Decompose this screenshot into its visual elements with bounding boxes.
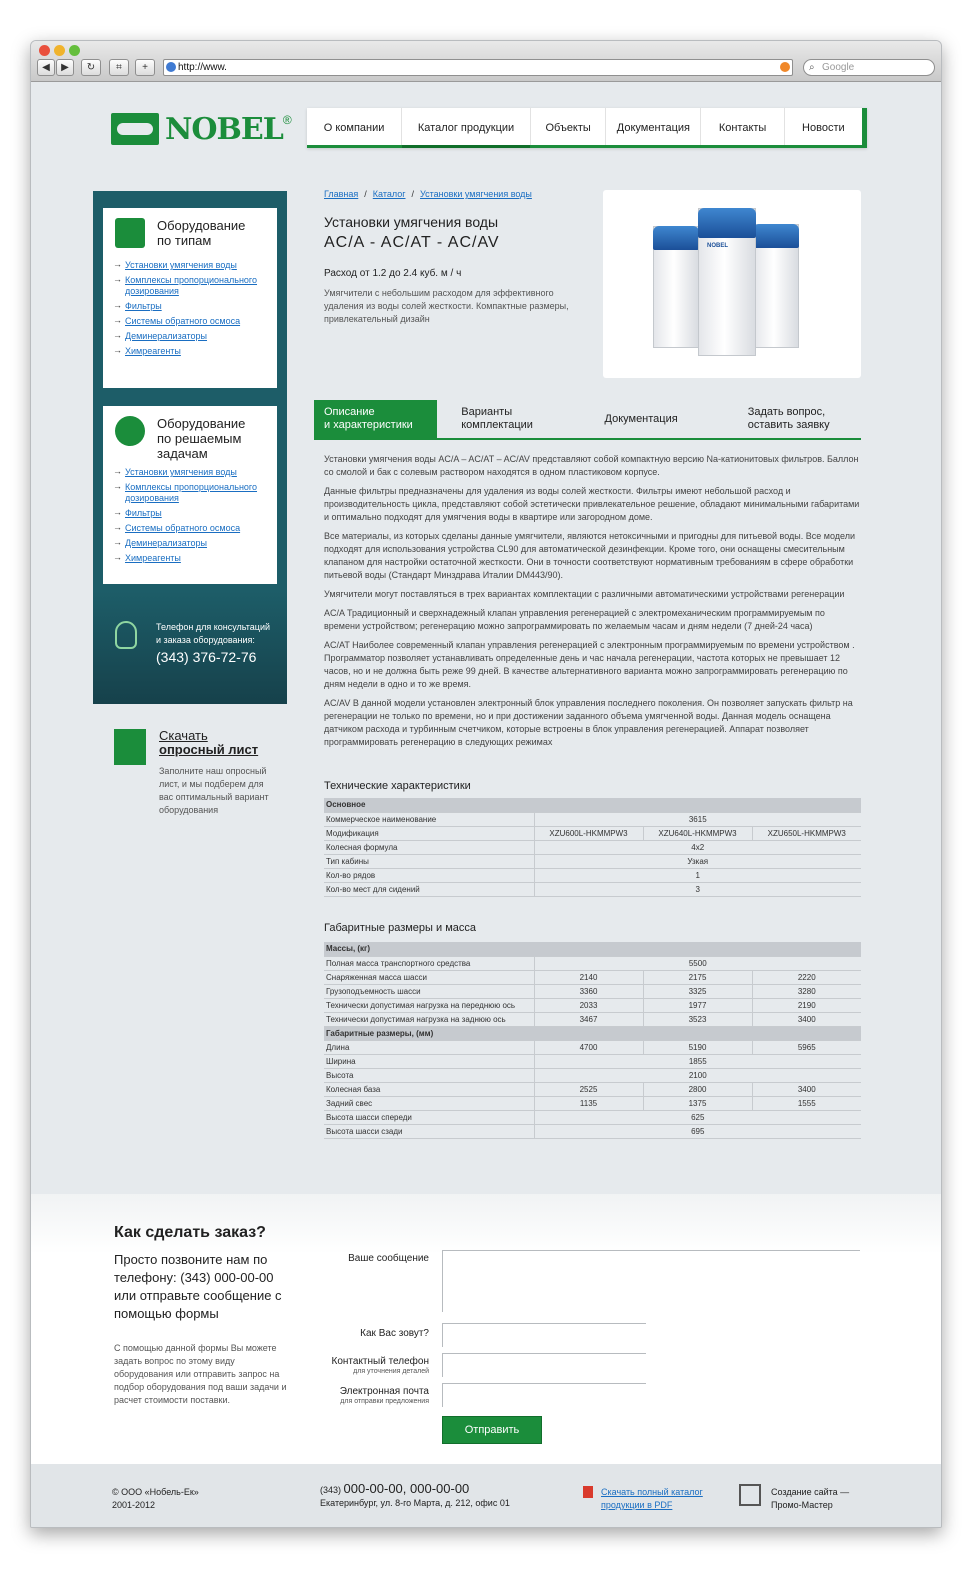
table-value-cell: 1855 <box>534 1054 861 1068</box>
table-label-cell: Колесная база <box>324 1082 534 1096</box>
logo-text: NOBEL <box>165 111 283 147</box>
sidebar-list <box>113 467 267 564</box>
table-row <box>324 868 861 882</box>
back-button[interactable]: ◀ <box>37 59 55 76</box>
email-label: Электронная почта для отправки предложения <box>339 1386 429 1405</box>
table-row <box>324 1124 861 1138</box>
download-description: Заполните наш опросный лист, и мы подберем для вас оптимальный вариант оборудования <box>159 766 269 815</box>
description-paragraph: Все материалы, из которых сделаны данные умягчители, являются нетоксичными и пригодны для питьевой воды. Все модели подходят для использования устройства CL90 для автоматической дезинфекции. Кроме того, они оснащены смесительным клапаном для настройки остаточной жесткости. Они в точности соответствуют нормативным требованиям в сфере обработки питьевой воды (Стандарт Минздрава Италии DM443/90). <box>324 531 855 580</box>
sidebar-item <box>113 316 267 327</box>
table-value-cell: 695 <box>534 1124 861 1138</box>
table-row <box>324 984 861 998</box>
sidebar-link[interactable]: Системы обратного осмоса <box>125 523 241 533</box>
main-nav <box>307 108 867 148</box>
table-group-row <box>324 942 861 956</box>
table-value-cell: 5965 <box>752 1040 861 1054</box>
sidebar-link[interactable]: Фильтры <box>125 301 162 311</box>
phone-label: Контактный телефон для уточнения деталей <box>331 1356 429 1375</box>
table-value-cell: 3615 <box>534 812 861 826</box>
sidebar-box-title: Оборудование по решаемым задачам <box>157 416 246 461</box>
table-value-cell: 3523 <box>643 1012 752 1026</box>
table-group-cell: Массы, (кг) <box>324 942 861 956</box>
table-label-cell: Кол-во рядов <box>324 868 534 882</box>
page-title: Установки умягчения воды <box>324 214 499 230</box>
address-text: http://www. <box>178 62 227 73</box>
submit-button[interactable]: Отправить <box>442 1416 542 1444</box>
sidebar-item <box>113 467 267 478</box>
sidebar-item <box>113 553 267 564</box>
table-row <box>324 882 861 896</box>
table-value-cell: 2100 <box>534 1068 861 1082</box>
sidebar-link[interactable]: Фильтры <box>125 508 162 518</box>
table-label-cell: Грузоподъемность шасси <box>324 984 534 998</box>
description-paragraph: Данные фильтры предназначены для удаления из воды солей жесткости. Фильтры имеют небольшой расход и производительность цикла, представляют собой эстетически привлекательное решение, обладают минимальными габаритами и оптимально подходят для умягчения воды в квартире или загородном доме. <box>324 486 860 522</box>
table-row <box>324 1054 861 1068</box>
table-value-cell: 5190 <box>643 1040 752 1054</box>
table-value-cell: 4700 <box>534 1040 643 1054</box>
lightbulb-icon <box>115 621 137 649</box>
sidebar-box-title: Оборудование по типам <box>157 218 246 248</box>
sidebar <box>93 191 287 704</box>
table-row <box>324 1110 861 1124</box>
table-value-cell: 2190 <box>752 998 861 1012</box>
close-window-icon[interactable] <box>39 45 50 56</box>
table-value-cell: XZU650L-HKMMPW3 <box>752 826 861 840</box>
site-logo[interactable] <box>111 111 292 147</box>
table-row <box>324 998 861 1012</box>
table-row <box>324 812 861 826</box>
table-label-cell: Высота шасси спереди <box>324 1110 534 1124</box>
table-value-cell: 2175 <box>643 970 752 984</box>
table-row <box>324 1012 861 1026</box>
sidebar-item <box>113 301 267 312</box>
table-group-cell: Габаритные размеры, (мм) <box>324 1026 861 1040</box>
table-value-cell: 2220 <box>752 970 861 984</box>
table-label-cell: Технически допустимая нагрузка на заднюю ось <box>324 1012 534 1026</box>
table-label-cell: Задний свес <box>324 1096 534 1110</box>
dimensions-title: Габаритные размеры и масса <box>324 922 476 934</box>
table-value-cell: 1375 <box>643 1096 752 1110</box>
table-group-row <box>324 798 861 812</box>
table-label-cell: Полная масса транспортного средства <box>324 956 534 970</box>
table-value-cell: 2140 <box>534 970 643 984</box>
tech-specs-table <box>324 798 861 897</box>
table-value-cell: 2033 <box>534 998 643 1012</box>
table-label-cell: Модификация <box>324 826 534 840</box>
table-row <box>324 1040 861 1054</box>
table-label-cell: Снаряженная масса шасси <box>324 970 534 984</box>
table-row <box>324 1082 861 1096</box>
logo-registered: ® <box>282 113 292 127</box>
copyright: © ООО «Нобель-Ек» 2001-2012 <box>112 1487 199 1510</box>
table-value-cell: 3400 <box>752 1012 861 1026</box>
sidebar-item <box>113 346 267 357</box>
breadcrumb-catalog[interactable]: Каталог <box>372 189 406 199</box>
table-group-row <box>324 1026 861 1040</box>
table-label-cell: Длина <box>324 1040 534 1054</box>
table-value-cell: XZU640L-HKMMPW3 <box>643 826 752 840</box>
sidebar-box-by-type <box>103 208 277 388</box>
logo-mark-icon <box>111 113 159 145</box>
search-placeholder: Google <box>822 62 855 73</box>
table-label-cell: Коммерческое наименование <box>324 812 534 826</box>
table-value-cell: 2800 <box>643 1082 752 1096</box>
pdf-icon <box>583 1486 593 1498</box>
table-value-cell: 3325 <box>643 984 752 998</box>
table-value-cell: Узкая <box>534 854 861 868</box>
sidebar-box-by-task <box>103 406 277 584</box>
table-row <box>324 1068 861 1082</box>
browser-window <box>30 40 942 1528</box>
table-row <box>324 840 861 854</box>
sidebar-item <box>113 260 267 271</box>
sidebar-item <box>113 275 267 297</box>
rss-icon[interactable] <box>780 62 790 72</box>
sidebar-link[interactable]: Установки умягчения воды <box>125 467 237 477</box>
search-field[interactable] <box>803 59 935 76</box>
zoom-window-icon[interactable] <box>69 45 80 56</box>
product-description <box>324 453 861 755</box>
name-label: Как Вас зовут? <box>360 1328 429 1339</box>
bookmarks-icon[interactable]: ⌗ <box>109 59 129 76</box>
table-value-cell: 3360 <box>534 984 643 998</box>
phone-label: Телефон для консультаций и заказа оборудования: <box>156 622 271 645</box>
sidebar-item <box>113 523 267 534</box>
table-value-cell: 3400 <box>752 1082 861 1096</box>
table-label-cell: Колесная формула <box>324 840 534 854</box>
breadcrumb-home[interactable]: Главная <box>324 189 359 199</box>
sidebar-item <box>113 331 267 342</box>
product-flow-rate: Расход от 1.2 до 2.4 куб. м / ч <box>324 268 462 279</box>
nav-news[interactable]: Новости <box>802 122 845 134</box>
description-paragraph: Умягчители могут поставляться в трех вариантах комплектации с различными автоматическими устройствами регенерации <box>324 589 845 599</box>
tab-description[interactable]: Описание и характеристики <box>314 400 437 438</box>
table-value-cell: XZU600L-HKMMPW3 <box>534 826 643 840</box>
sidebar-link[interactable]: Химреагенты <box>125 553 181 563</box>
download-catalog-link[interactable]: Скачать полный каталог продукции в PDF <box>601 1487 703 1510</box>
sidebar-link[interactable]: Комплексы пропорционального дозирования <box>125 482 258 503</box>
table-value-cell: 625 <box>534 1110 861 1124</box>
sidebar-item <box>113 538 267 549</box>
table-group-cell: Основное <box>324 798 861 812</box>
footer <box>31 1464 942 1528</box>
nav-catalog[interactable]: Каталог продукции <box>402 108 531 145</box>
phone-block <box>93 591 287 704</box>
sidebar-link[interactable]: Комплексы пропорционального дозирования <box>125 275 258 296</box>
table-value-cell: 3280 <box>752 984 861 998</box>
tab-documentation[interactable]: Документация <box>604 412 678 425</box>
developer-credit: Создание сайта — Промо-Мастер <box>771 1487 850 1510</box>
softener-unit-right <box>753 224 799 348</box>
table-value-cell: 1135 <box>534 1096 643 1110</box>
globe-icon <box>166 62 176 72</box>
softener-unit-center: NOBEL <box>698 208 756 356</box>
table-value-cell: 2525 <box>534 1082 643 1096</box>
tab-ask-question[interactable]: Задать вопрос, оставить заявку <box>747 406 830 431</box>
minimize-window-icon[interactable] <box>54 45 65 56</box>
table-label-cell: Высота <box>324 1068 534 1082</box>
browser-toolbar <box>31 41 941 82</box>
table-value-cell: 5500 <box>534 956 861 970</box>
table-value-cell: 3 <box>534 882 861 896</box>
sidebar-item <box>113 508 267 519</box>
sidebar-link[interactable]: Системы обратного осмоса <box>125 316 241 326</box>
table-row <box>324 956 861 970</box>
footer-catalog <box>601 1486 703 1512</box>
arrow-box-icon[interactable] <box>739 1484 761 1506</box>
description-paragraph: AC/A Традиционный и сверхнадежный клапан управления регенерацией с электромеханическим программируемым по времени устройством; регенерацию можно запрограммировать по желаемым часам и дням недели (7 дней-24 часа) <box>324 608 825 631</box>
tech-specs-title: Технические характеристики <box>324 780 471 792</box>
table-label-cell: Технически допустимая нагрузка на переднюю ось <box>324 998 534 1012</box>
footer-contacts: (343) 000-00-00, 000-00-00 Екатеринбург, ул. 8-го Марта, д. 212, офис 01 <box>320 1481 510 1508</box>
product-short-description: Умягчители с небольшим расходом для эффективного удаления из воды солей жесткости. Компактные размеры, привлекательный дизайн <box>324 288 569 324</box>
table-label-cell: Ширина <box>324 1054 534 1068</box>
nav-contacts[interactable]: Контакты <box>701 108 784 145</box>
check-bubble-icon <box>115 416 145 446</box>
breadcrumb-softeners[interactable]: Установки умягчения воды <box>420 189 532 199</box>
nav-objects[interactable]: Объекты <box>531 108 606 145</box>
table-value-cell: 1555 <box>752 1096 861 1110</box>
sidebar-link[interactable]: Установки умягчения воды <box>125 260 237 270</box>
table-value-cell: 4x2 <box>534 840 861 854</box>
table-label-cell: Высота шасси сзади <box>324 1124 534 1138</box>
softener-unit-left <box>653 226 699 348</box>
message-textarea[interactable] <box>442 1250 860 1312</box>
tab-options[interactable]: Варианты комплектации <box>461 406 533 431</box>
order-title: Как сделать заказ? <box>114 1224 266 1241</box>
dimensions-table <box>324 942 861 1139</box>
cart-icon <box>115 218 145 248</box>
message-label: Ваше сообщение <box>348 1253 429 1264</box>
nav-about[interactable]: О компании <box>307 108 402 145</box>
search-icon: ⌕ <box>809 62 815 73</box>
description-paragraph: AC/AT Наиболее современный клапан управления регенерацией с электронным программируемым по времени устройством . Программатор позволяет устанавливать определенные день и час начала регенерации, частота которых не превышает 12 часов, но и не должна быть реже 99 дней. В качестве альтернативного варианта можно запрограммировать регенерацию по дням недели в одно и то же время. <box>324 640 855 689</box>
table-label-cell: Тип кабины <box>324 854 534 868</box>
sidebar-link[interactable]: Деминерализаторы <box>125 538 208 548</box>
table-row <box>324 1096 861 1110</box>
breadcrumb: Главная / Каталог / Установки умягчения воды <box>324 189 532 199</box>
description-paragraph: Установки умягчения воды AC/A – AC/AT – AC/AV представляют собой компактную версию Na-катионитовых фильтров. Баллон со смолой и бак с солевым раствором находятся в одном пластиковом корпусе. <box>324 454 859 477</box>
sidebar-link[interactable]: Химреагенты <box>125 346 181 356</box>
table-value-cell: 1977 <box>643 998 752 1012</box>
sidebar-link[interactable]: Деминерализаторы <box>125 331 208 341</box>
description-paragraph: AC/AV В данной модели установлен электронный блок управления последнего поколения. Он позволяет запускать фильтр на регенерации не только по времени, но и при достижении заданного объема умягченной воды. Данная модель оснащена датчиком расхода и турбинным счетчиком, которые встроены в блок управления регенерацией. Аппарат позволяет программировать регенерацию в следующих режимах <box>324 698 853 747</box>
name-input[interactable] <box>442 1323 646 1347</box>
sidebar-list <box>113 260 267 357</box>
address-bar[interactable] <box>163 59 793 76</box>
sidebar-item <box>113 482 267 504</box>
phone-number: (343) 376-72-76 <box>156 649 257 665</box>
product-image <box>603 190 861 378</box>
add-bookmark-button[interactable]: + <box>135 59 155 76</box>
reload-button[interactable]: ↻ <box>81 59 101 76</box>
email-input[interactable] <box>442 1383 646 1407</box>
table-row <box>324 970 861 984</box>
table-value-cell: 3467 <box>534 1012 643 1026</box>
order-lead: Просто позвоните нам по телефону: (343) 000-00-00 или отправьте сообщение с помощью формы <box>114 1252 282 1321</box>
product-tabs <box>314 400 861 440</box>
table-row <box>324 826 861 840</box>
table-value-cell: 1 <box>534 868 861 882</box>
nav-docs[interactable]: Документация <box>606 108 701 145</box>
table-label-cell: Кол-во мест для сидений <box>324 882 534 896</box>
questionnaire-doc-icon[interactable] <box>114 729 146 765</box>
table-row <box>324 854 861 868</box>
phone-input[interactable] <box>442 1353 646 1377</box>
download-questionnaire-link[interactable]: Скачать опросный лист <box>159 728 259 757</box>
forward-button[interactable]: ▶ <box>56 59 74 76</box>
order-note: С помощью данной формы Вы можете задать вопрос по этому виду оборудования или отправить запрос на подбор оборудования под ваши задачи и расчет стоимости поставки. <box>114 1343 287 1405</box>
product-models: AC/A - AC/AT - AC/AV <box>324 234 500 251</box>
